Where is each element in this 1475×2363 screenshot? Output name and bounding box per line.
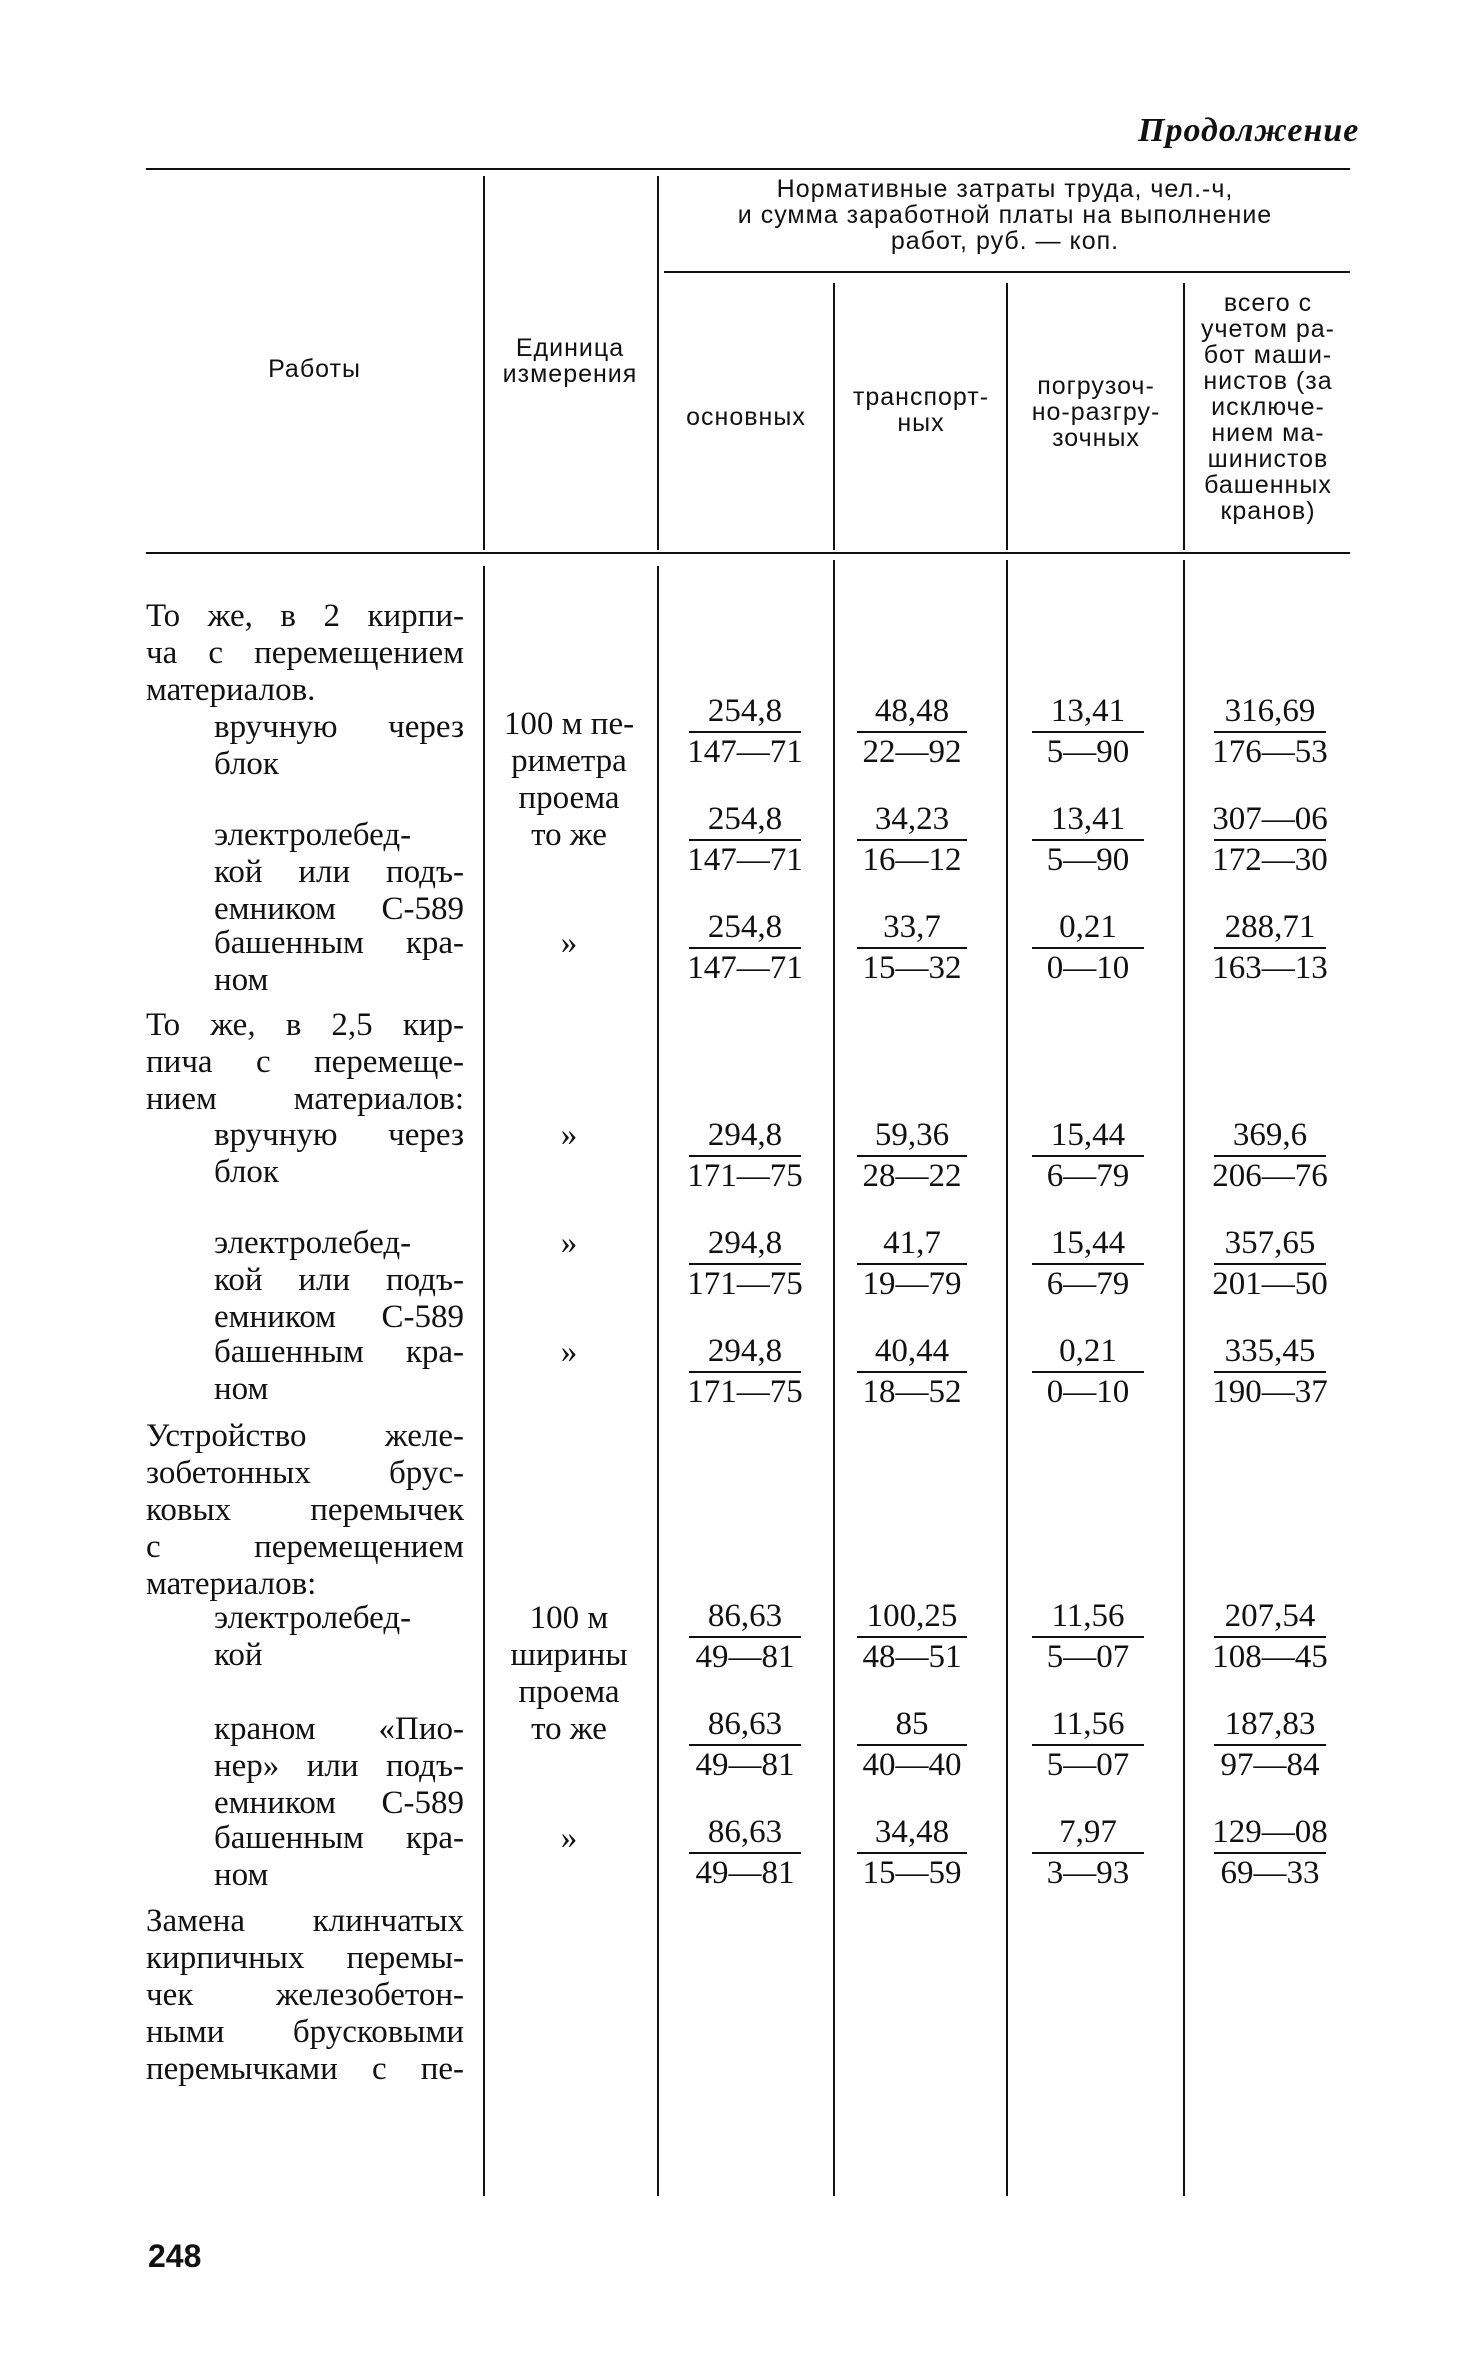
value-numerator: 335,45 (1224, 1333, 1316, 1369)
value-numerator: 294,8 (707, 1333, 783, 1369)
value-denominator: 49—81 (695, 1747, 795, 1783)
value-numerator: 254,8 (707, 801, 783, 837)
unit-width: 100 м ширины проема (510, 1600, 628, 1710)
value-numerator: 294,8 (707, 1117, 783, 1153)
value-denominator: 19—79 (862, 1266, 962, 1302)
header-norm-group: Нормативные затраты труда, чел.-ч, и сумма заработной платы на выполнение работ, руб. — коп. (737, 175, 1273, 255)
value-cell-total (1205, 1224, 1335, 1303)
col-divider-2-header (657, 176, 659, 550)
work-winch-lift: электролебед- кой или подъ- емником С-589 (214, 817, 464, 927)
unit-perimeter: 100 м пе- риметра проема (503, 706, 635, 816)
col-divider-3-body (833, 560, 835, 2196)
value-numerator: 86,63 (707, 1706, 783, 1742)
value-numerator: 40,44 (874, 1333, 950, 1369)
header-bottom-rule (146, 552, 1350, 554)
value-cell-total (1205, 908, 1335, 987)
header-group-rule (664, 271, 1350, 273)
value-denominator: 163—13 (1212, 950, 1328, 986)
value-cell-main (680, 1705, 810, 1784)
value-numerator: 294,8 (707, 1225, 783, 1261)
value-denominator: 5—90 (1046, 842, 1130, 878)
value-cell-transport (847, 1705, 977, 1784)
header-unit: Единица измерения (502, 334, 638, 388)
work-winch-lift: электролебед- кой или подъ- емником С-589 (214, 1225, 464, 1335)
unit-same: то же (531, 1711, 607, 1747)
value-numerator: 41,7 (883, 1225, 941, 1261)
value-numerator: 86,63 (707, 1814, 783, 1850)
value-cell-main (680, 1597, 810, 1676)
value-denominator: 147—71 (687, 842, 803, 878)
value-denominator: 5—07 (1046, 1747, 1130, 1783)
value-numerator: 100,25 (866, 1598, 958, 1634)
table-top-rule (146, 168, 1350, 170)
value-numerator: 307—06 (1212, 801, 1328, 837)
header-total: всего с учетом ра- бот маши- нистов (за исключе- нием ма- шинистов башенных кранов) (1201, 289, 1335, 525)
value-numerator: 0,21 (1059, 1333, 1117, 1369)
value-denominator: 0—10 (1046, 950, 1130, 986)
value-denominator: 22—92 (862, 734, 962, 770)
value-denominator: 0—10 (1046, 1374, 1130, 1410)
col-divider-3-header (833, 283, 835, 550)
value-denominator: 97—84 (1220, 1747, 1320, 1783)
value-cell-total (1205, 1597, 1335, 1676)
value-numerator: 48,48 (874, 693, 950, 729)
value-cell-main (680, 1224, 810, 1303)
value-numerator: 357,65 (1224, 1225, 1316, 1261)
value-cell-transport (847, 692, 977, 771)
value-denominator: 108—45 (1212, 1639, 1328, 1675)
value-denominator: 6—79 (1046, 1158, 1130, 1194)
value-numerator: 86,63 (707, 1598, 783, 1634)
value-cell-loading (1023, 692, 1153, 771)
value-cell-loading (1023, 1705, 1153, 1784)
header-main: основных (686, 403, 806, 431)
value-cell-total (1205, 692, 1335, 771)
value-numerator: 15,44 (1050, 1117, 1126, 1153)
value-denominator: 49—81 (695, 1855, 795, 1891)
work-manual-block: вручную через блок (214, 1117, 464, 1190)
value-cell-loading (1023, 1597, 1153, 1676)
work-heading-2-5-bricks: То же, в 2,5 кир- пича с перемеще- нием материалов: (146, 1007, 464, 1117)
value-cell-main (680, 1116, 810, 1195)
value-cell-transport (847, 908, 977, 987)
value-denominator: 5—90 (1046, 734, 1130, 770)
work-heading-lintels: Устройство желе- зобетонных брус- ковых перемычек с перемещением материалов: (146, 1418, 464, 1602)
value-denominator: 171—75 (687, 1374, 803, 1410)
value-numerator: 207,54 (1224, 1598, 1316, 1634)
value-cell-loading (1023, 1813, 1153, 1892)
value-numerator: 254,8 (707, 909, 783, 945)
value-numerator: 33,7 (883, 909, 941, 945)
value-denominator: 3—93 (1046, 1855, 1130, 1891)
value-cell-transport (847, 800, 977, 879)
value-cell-main (680, 692, 810, 771)
value-cell-main (680, 908, 810, 987)
col-divider-4-body (1006, 560, 1008, 2196)
value-cell-transport (847, 1813, 977, 1892)
value-denominator: 171—75 (687, 1266, 803, 1302)
value-cell-total (1205, 1705, 1335, 1784)
unit-ditto: » (560, 1225, 578, 1261)
value-cell-transport (847, 1597, 977, 1676)
unit-ditto: » (560, 1117, 578, 1153)
value-denominator: 16—12 (862, 842, 962, 878)
value-cell-transport (847, 1116, 977, 1195)
value-numerator: 254,8 (707, 693, 783, 729)
value-cell-total (1205, 800, 1335, 879)
value-denominator: 28—22 (862, 1158, 962, 1194)
work-heading-2-bricks: То же, в 2 кирпи- ча с перемещением материалов. (146, 598, 464, 708)
value-cell-transport (847, 1332, 977, 1411)
value-cell-main (680, 1813, 810, 1892)
value-denominator: 172—30 (1212, 842, 1328, 878)
value-numerator: 187,83 (1224, 1706, 1316, 1742)
value-numerator: 13,41 (1050, 693, 1126, 729)
value-cell-total (1205, 1116, 1335, 1195)
value-numerator: 34,48 (874, 1814, 950, 1850)
unit-same: то же (531, 817, 607, 853)
value-cell-loading (1023, 1332, 1153, 1411)
value-cell-main (680, 1332, 810, 1411)
value-numerator: 59,36 (874, 1117, 950, 1153)
value-cell-total (1205, 1813, 1335, 1892)
value-denominator: 15—32 (862, 950, 962, 986)
value-numerator: 316,69 (1224, 693, 1316, 729)
value-denominator: 6—79 (1046, 1266, 1130, 1302)
value-cell-main (680, 800, 810, 879)
work-pioneer-crane: краном «Пио- нер» или подъ- емником С-589 (214, 1711, 464, 1821)
value-denominator: 15—59 (862, 1855, 962, 1891)
unit-ditto: » (560, 925, 578, 961)
value-denominator: 49—81 (695, 1639, 795, 1675)
value-denominator: 201—50 (1212, 1266, 1328, 1302)
value-denominator: 176—53 (1212, 734, 1328, 770)
value-denominator: 5—07 (1046, 1639, 1130, 1675)
value-denominator: 190—37 (1212, 1374, 1328, 1410)
value-numerator: 11,56 (1051, 1598, 1125, 1634)
value-cell-loading (1023, 1116, 1153, 1195)
unit-ditto: » (560, 1820, 578, 1856)
value-denominator: 48—51 (862, 1639, 962, 1675)
work-tower-crane: башенным кра- ном (214, 1334, 464, 1407)
header-transport: транспорт- ных (852, 383, 990, 437)
value-numerator: 13,41 (1050, 801, 1126, 837)
value-numerator: 0,21 (1059, 909, 1117, 945)
work-heading-replacement: Замена клинчатых кирпичных перемы- чек железобетон- ными брусковыми перемычками с пе- (146, 1903, 464, 2087)
value-numerator: 11,56 (1051, 1706, 1125, 1742)
value-numerator: 129—08 (1212, 1814, 1328, 1850)
value-cell-loading (1023, 800, 1153, 879)
value-numerator: 288,71 (1224, 909, 1316, 945)
value-numerator: 34,23 (874, 801, 950, 837)
page-number: 248 (148, 2238, 202, 2274)
col-divider-5-header (1183, 283, 1185, 550)
work-manual-block: вручную через блок (214, 709, 464, 782)
header-work: Работы (268, 355, 361, 383)
value-denominator: 69—33 (1220, 1855, 1320, 1891)
value-cell-loading (1023, 1224, 1153, 1303)
col-divider-5-body (1183, 560, 1185, 2196)
value-denominator: 171—75 (687, 1158, 803, 1194)
value-denominator: 147—71 (687, 950, 803, 986)
value-denominator: 147—71 (687, 734, 803, 770)
value-denominator: 206—76 (1212, 1158, 1328, 1194)
continuation-label: Продолжение (1138, 112, 1360, 149)
work-tower-crane: башенным кра- ном (214, 1820, 464, 1893)
work-tower-crane: башенным кра- ном (214, 925, 464, 998)
value-numerator: 15,44 (1050, 1225, 1126, 1261)
value-numerator: 369,6 (1232, 1117, 1308, 1153)
header-loading: погрузоч- но-разгру- зочных (1031, 372, 1161, 452)
value-denominator: 18—52 (862, 1374, 962, 1410)
col-divider-2-body (657, 566, 659, 2196)
work-winch: электролебед- кой (214, 1600, 412, 1673)
col-divider-4-header (1006, 283, 1008, 550)
value-cell-total (1205, 1332, 1335, 1411)
value-denominator: 40—40 (862, 1747, 962, 1783)
unit-ditto: » (560, 1334, 578, 1370)
value-numerator: 85 (895, 1706, 929, 1742)
value-numerator: 7,97 (1059, 1814, 1117, 1850)
value-cell-loading (1023, 908, 1153, 987)
value-cell-transport (847, 1224, 977, 1303)
